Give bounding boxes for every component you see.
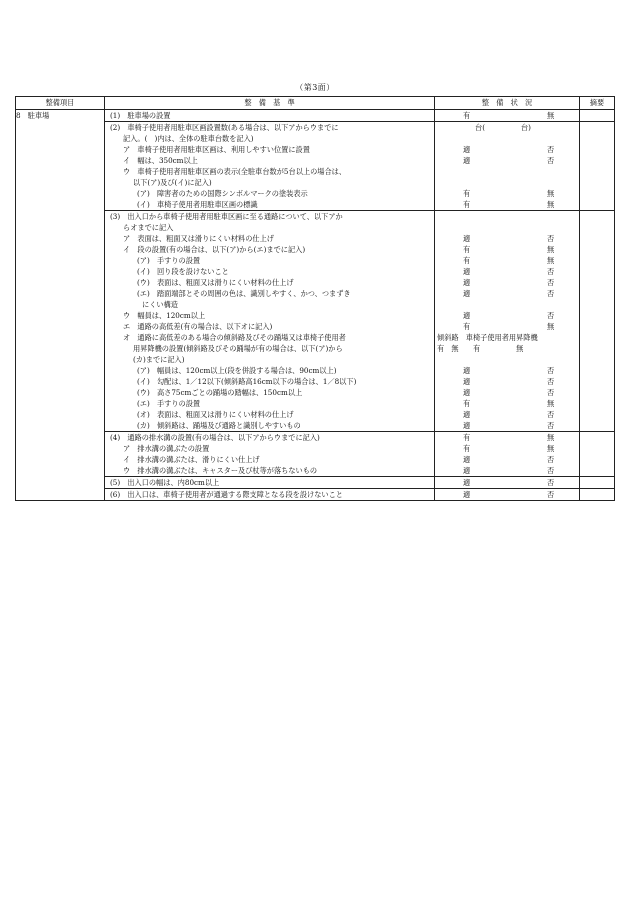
status-option-left[interactable]: 適	[463, 478, 471, 487]
status-option-left[interactable]: 適	[463, 156, 471, 165]
standard-line: ウ 排水溝の溝ぶたは、キャスター及び杖等が落ちないもの	[123, 466, 318, 475]
table-body	[16, 110, 615, 501]
standard-line: イ 幅は、350cm以上	[123, 156, 198, 165]
status-option-left[interactable]: 適	[463, 377, 471, 386]
status-option-right[interactable]: 否	[547, 366, 555, 375]
status-cell	[435, 477, 580, 489]
status-option-right[interactable]: 否	[547, 490, 555, 499]
status-line	[435, 255, 579, 266]
status-line	[435, 177, 579, 188]
status-line	[435, 110, 579, 121]
status-option-right[interactable]: 無	[547, 399, 555, 408]
status-option-left[interactable]: 適	[463, 145, 471, 154]
header-item: 整備項目	[16, 97, 105, 110]
standard-line: (カ)までに記入)	[133, 355, 185, 364]
header-status: 整 備 状 況	[435, 97, 580, 110]
status-line	[435, 332, 579, 343]
status-option-left[interactable]: 適	[463, 410, 471, 419]
status-option-right[interactable]: 無	[547, 245, 555, 254]
status-option-left[interactable]: 有	[463, 189, 471, 198]
status-option-right[interactable]: 否	[547, 234, 555, 243]
standard-line: (ア) 障害者のための国際シンボルマークの塗装表示	[137, 189, 308, 198]
standard-line: (1) 駐車場の設置	[110, 111, 171, 120]
status-option-right[interactable]: 否	[547, 377, 555, 386]
status-line	[435, 354, 579, 365]
status-line	[435, 454, 579, 465]
status-line	[435, 199, 579, 210]
standard-line: (イ) 車椅子使用者用駐車区画の標識	[137, 200, 258, 209]
status-option-right[interactable]: 否	[547, 267, 555, 276]
status-option-right[interactable]: 無	[547, 444, 555, 453]
status-line	[435, 244, 579, 255]
status-line	[435, 133, 579, 144]
standard-line: (6) 出入口は、車椅子使用者が通過する際支障となる段を設けないこと	[110, 490, 343, 499]
status-cell	[435, 122, 580, 211]
status-line	[435, 432, 579, 443]
standard-line: (2) 車椅子使用者用駐車区画設置数(ある場合は、以下アからウまでに	[110, 123, 339, 132]
status-option-right[interactable]: 否	[547, 289, 555, 298]
standard-line: (イ) 勾配は、1／12以下(傾斜路高16cm以下の場合は、1／8以下)	[137, 377, 357, 386]
standard-line: (ウ) 高さ75cmごとの踊場の踏幅は、150cm以上	[137, 388, 303, 397]
status-option-left[interactable]: 適	[463, 388, 471, 397]
status-option-left[interactable]: 有	[463, 444, 471, 453]
standard-line: (ウ) 表面は、粗面又は滑りにくい材料の仕上げ	[137, 278, 294, 287]
status-option-right[interactable]: 否	[547, 145, 555, 154]
header-row	[16, 97, 615, 110]
status-line	[435, 398, 579, 409]
status-option-left[interactable]: 有	[463, 256, 471, 265]
status-cell	[435, 110, 580, 122]
status-cell	[435, 489, 580, 501]
remarks-cell	[580, 489, 615, 501]
status-line	[435, 477, 579, 488]
standard-line: らオまでに記入	[123, 223, 174, 232]
standard-line: ウ 車椅子使用者用駐車区画の表示(全駐車台数が5台以上の場合は、	[123, 167, 347, 176]
status-option-right[interactable]: 否	[547, 311, 555, 320]
status-option-right[interactable]: 否	[547, 478, 555, 487]
standard-line: 以下(ア)及び(イ)に記入)	[133, 178, 212, 187]
status-line	[435, 321, 579, 332]
status-option-right[interactable]: 否	[547, 455, 555, 464]
status-cell	[435, 432, 580, 477]
standard-line: (エ) 踏面端部とその周囲の色は、識別しやすく、かつ、つまずき	[137, 289, 351, 298]
table-row	[16, 122, 615, 211]
status-line	[435, 222, 579, 233]
standard-line: (カ) 傾斜路は、踊場及び通路と識別しやすいもの	[137, 421, 301, 430]
table-row	[16, 110, 615, 122]
status-option-right[interactable]: 無	[547, 200, 555, 209]
status-line	[435, 299, 579, 310]
status-line	[435, 443, 579, 454]
status-text: 有 無 有 無	[437, 344, 524, 353]
standard-line: (5) 出入口の幅は、内80cm以上	[110, 478, 220, 487]
standard-line: オ 通路に高低差のある場合の傾斜路及びその踊場又は車椅子使用者	[123, 333, 346, 342]
status-option-left[interactable]: 有	[463, 433, 471, 442]
standard-line: エ 通路の高低差(有の場合は、以下オに記入)	[123, 322, 273, 331]
remarks-cell	[580, 432, 615, 477]
status-line	[435, 155, 579, 166]
table-row	[16, 489, 615, 501]
status-line	[435, 288, 579, 299]
table-row	[16, 211, 615, 432]
status-line	[435, 266, 579, 277]
status-option-left[interactable]: 有	[463, 245, 471, 254]
table-row	[16, 477, 615, 489]
status-cell	[435, 211, 580, 432]
status-option-right[interactable]: 否	[547, 410, 555, 419]
status-text: 台( 台)	[475, 123, 531, 132]
table-row	[16, 432, 615, 477]
status-option-left[interactable]: 適	[463, 234, 471, 243]
standard-line: (ア) 幅員は、120cm以上(段を併設する場合は、90cm以上)	[137, 366, 337, 375]
status-option-right[interactable]: 否	[547, 388, 555, 397]
status-line	[435, 188, 579, 199]
standard-line: イ 排水溝の溝ぶたは、滑りにくい仕上げ	[123, 455, 260, 464]
status-option-left[interactable]: 適	[463, 289, 471, 298]
status-line	[435, 343, 579, 354]
status-text: 傾斜路 車椅子使用者用昇降機	[437, 333, 538, 342]
standard-line: (4) 通路の排水溝の設置(有の場合は、以下アからウまでに記入)	[110, 433, 320, 442]
status-option-left[interactable]: 適	[463, 421, 471, 430]
standard-line: イ 段の設置(有の場合は、以下(ア)から(エ)までに記入)	[123, 245, 306, 254]
remarks-cell	[580, 110, 615, 122]
status-line	[435, 376, 579, 387]
standard-line: ウ 幅員は、120cm以上	[123, 311, 206, 320]
standard-cell	[105, 432, 435, 477]
status-option-left[interactable]: 適	[463, 466, 471, 475]
status-option-left[interactable]: 適	[463, 490, 471, 499]
status-line	[435, 387, 579, 398]
status-option-left[interactable]: 適	[463, 366, 471, 375]
status-option-left[interactable]: 適	[463, 455, 471, 464]
status-option-left[interactable]: 有	[463, 399, 471, 408]
status-line	[435, 144, 579, 155]
status-option-left[interactable]: 適	[463, 311, 471, 320]
status-option-right[interactable]: 無	[547, 111, 555, 120]
standard-cell	[105, 110, 435, 122]
standard-cell	[105, 122, 435, 211]
status-line	[435, 489, 579, 500]
page-label: （第3面）	[295, 83, 335, 92]
standard-cell	[105, 211, 435, 432]
standard-line: (オ) 表面は、粗面又は滑りにくい材料の仕上げ	[137, 410, 294, 419]
status-line	[435, 420, 579, 431]
status-option-right[interactable]: 否	[547, 278, 555, 287]
remarks-cell	[580, 122, 615, 211]
status-line	[435, 365, 579, 376]
status-line	[435, 122, 579, 133]
status-line	[435, 211, 579, 222]
status-option-right[interactable]: 無	[547, 256, 555, 265]
standard-line: (イ) 回り段を設けないこと	[137, 267, 229, 276]
status-option-left[interactable]: 適	[463, 267, 471, 276]
standard-line: (3) 出入口から車椅子使用者用駐車区画に至る通路について、以下アか	[110, 212, 343, 221]
standard-line: 記入。( )内は、全体の駐車台数を記入)	[123, 134, 254, 143]
status-option-right[interactable]: 否	[547, 421, 555, 430]
standard-line: 用昇降機の設置(傾斜路及びその踊場が有の場合は、以下(ア)から	[133, 344, 343, 353]
inspection-table	[15, 96, 615, 501]
standard-cell	[105, 489, 435, 501]
status-option-right[interactable]: 無	[547, 433, 555, 442]
status-option-left[interactable]: 有	[463, 322, 471, 331]
standard-cell	[105, 477, 435, 489]
header-standard: 整 備 基 準	[105, 97, 435, 110]
item-label: 8 駐車場	[16, 110, 105, 501]
remarks-cell	[580, 211, 615, 432]
standard-line: ア 表面は、粗面又は滑りにくい材料の仕上げ	[123, 234, 274, 243]
status-line	[435, 166, 579, 177]
status-option-right[interactable]: 否	[547, 466, 555, 475]
standard-line: ア 排水溝の溝ぶたの設置	[123, 444, 210, 453]
standard-line: (エ) 手すりの設置	[137, 399, 201, 408]
status-line	[435, 233, 579, 244]
status-option-left[interactable]: 適	[463, 278, 471, 287]
status-option-right[interactable]: 否	[547, 156, 555, 165]
status-option-left[interactable]: 有	[463, 111, 471, 120]
header-remarks: 摘要	[580, 97, 615, 110]
status-option-left[interactable]: 有	[463, 200, 471, 209]
status-option-right[interactable]: 無	[547, 189, 555, 198]
status-line	[435, 310, 579, 321]
status-option-right[interactable]: 無	[547, 322, 555, 331]
standard-line: ア 車椅子使用者用駐車区画は、利用しやすい位置に設置	[123, 145, 310, 154]
remarks-cell	[580, 477, 615, 489]
status-line	[435, 409, 579, 420]
standard-line: (ア) 手すりの設置	[137, 256, 201, 265]
status-line	[435, 465, 579, 476]
standard-line: にくい構造	[142, 300, 178, 309]
status-line	[435, 277, 579, 288]
